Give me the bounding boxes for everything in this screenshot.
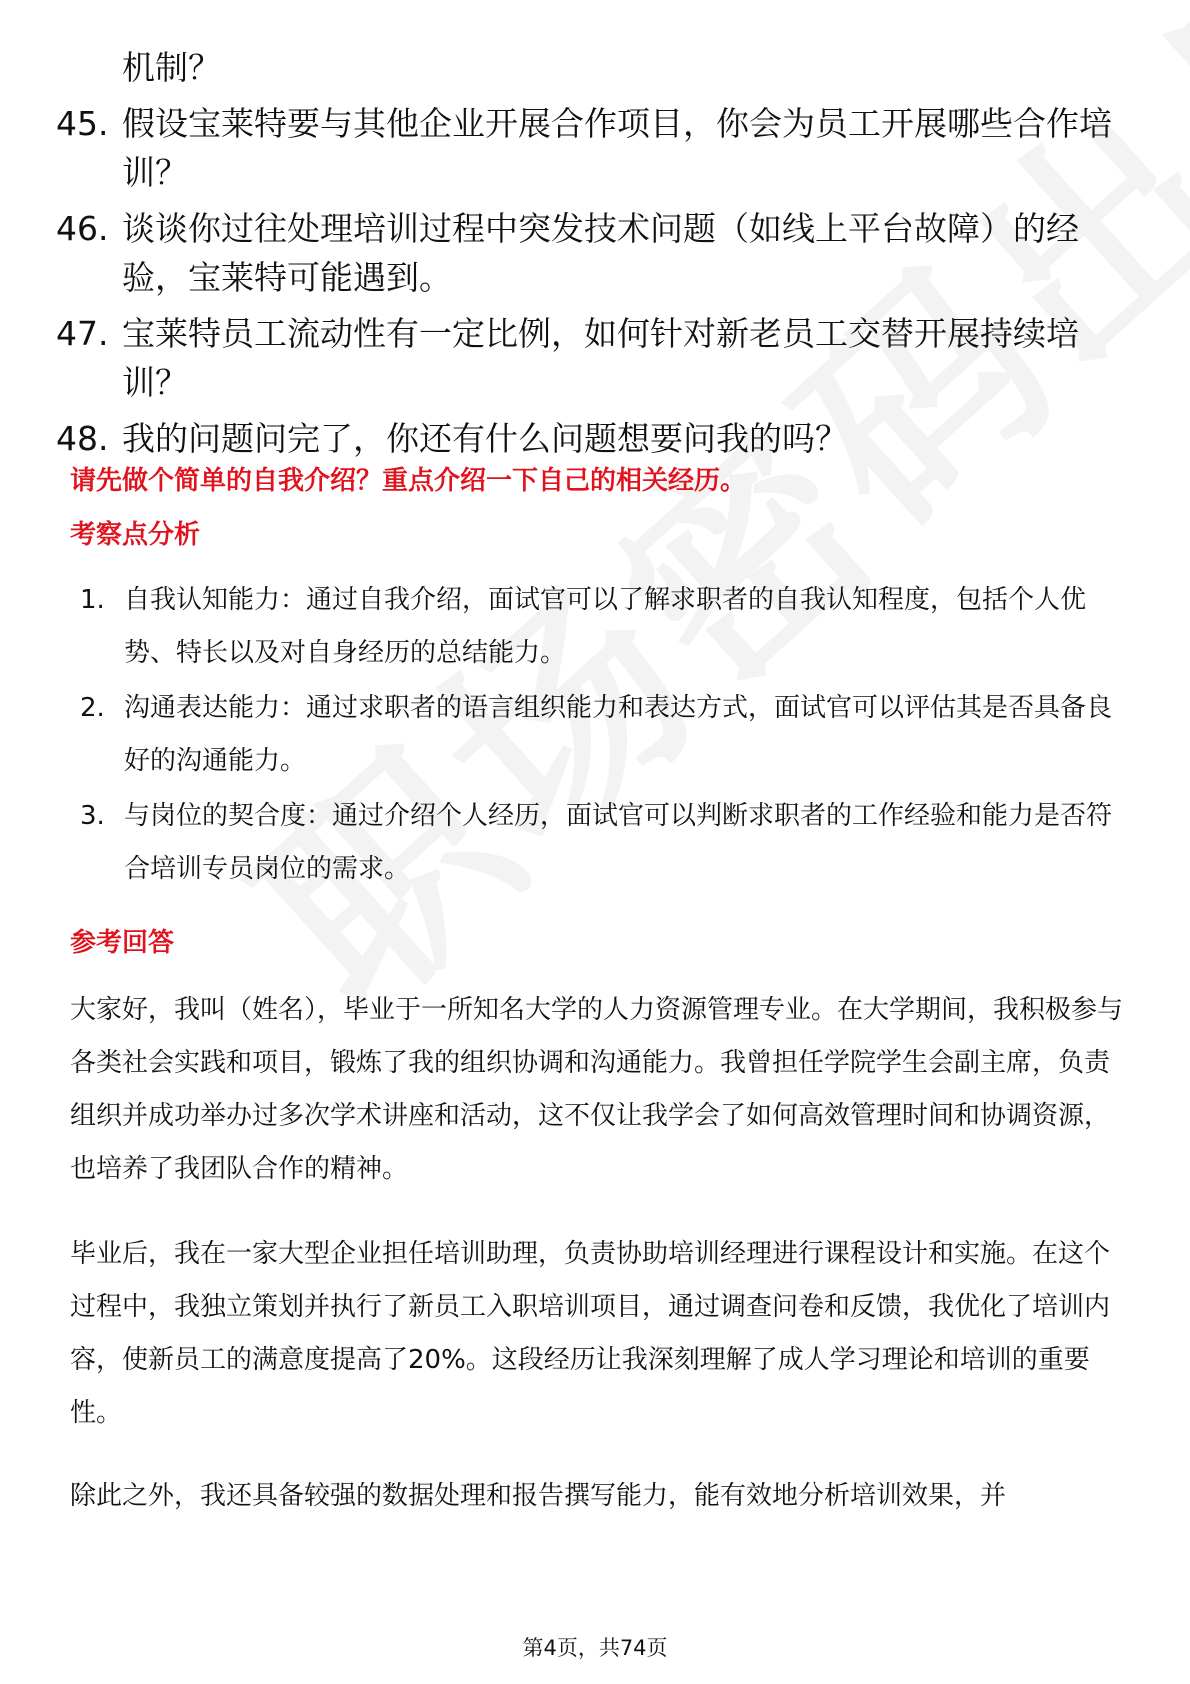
analysis-text: 自我认知能力：通过自我介绍，面试官可以了解求职者的自我认知程度，包括个人优势、特长以及对自身经历的总结能力。 — [124, 585, 1087, 668]
analysis-number: 3. — [80, 801, 105, 831]
analysis-title: 考察点分析 — [70, 520, 201, 550]
question-number: 45. — [56, 104, 109, 143]
question-item-45 — [56, 99, 1136, 197]
analysis-text: 与岗位的契合度：通过介绍个人经历，面试官可以判断求职者的工作经验和能力是否符合培训专员岗位的需求。 — [124, 801, 1113, 884]
question-number: 47. — [56, 314, 109, 353]
analysis-number: 1. — [80, 585, 105, 615]
question-text: 谈谈你过往处理培训过程中突发技术问题（如线上平台故障）的经验，宝莱特可能遇到。 — [122, 209, 1079, 297]
page-footer: 第4页，共74页 — [522, 1636, 668, 1660]
question-list — [56, 0, 1136, 470]
question-item-48 — [56, 414, 1136, 463]
analysis-text: 沟通表达能力：通过求职者的语言组织能力和表达方式，面试官可以评估其是否具备良好的沟通能力。 — [124, 693, 1113, 776]
answer-paragraph: 大家好，我叫（姓名），毕业于一所知名大学的人力资源管理专业。在大学期间，我积极参与各类社会实践和项目，锻炼了我的组织协调和沟通能力。我曾担任学院学生会副主席，负责组织并成功举办过多次学术讲座和活动，这不仅让我学会了如何高效管理时间和协调资源，也培养了我团队合作的精神。 — [70, 995, 1124, 1184]
question-item-47 — [56, 309, 1136, 407]
question-text: 宝莱特员工流动性有一定比例，如何针对新老员工交替开展持续培训？ — [122, 314, 1079, 402]
answer-paragraph: 毕业后，我在一家大型企业担任培训助理，负责协助培训经理进行课程设计和实施。在这个过程中，我独立策划并执行了新员工入职培训项目，通过调查问卷和反馈，我优化了培训内容，使新员工的满意度提高了20%。这段经历让我深刻理解了成人学习理论和培训的重要性。 — [70, 1239, 1111, 1428]
question-text: 我的问题问完了，你还有什么问题想要问我的吗？ — [122, 419, 848, 458]
question-item-46 — [56, 204, 1136, 302]
question-number: 46. — [56, 209, 109, 248]
question-title: 请先做个简单的自我介绍？重点介绍一下自己的相关经历。 — [70, 466, 747, 496]
analysis-item — [80, 574, 1120, 680]
question-text: 假设宝莱特要与其他企业开展合作项目，你会为员工开展哪些合作培训？ — [122, 104, 1112, 192]
analysis-number: 2. — [80, 693, 105, 723]
answer-paragraph: 除此之外，我还具备较强的数据处理和报告撰写能力，能有效地分析培训效果，并 — [70, 1481, 1007, 1511]
question-number: 48. — [56, 419, 109, 458]
analysis-item — [80, 682, 1120, 788]
analysis-list — [80, 574, 1120, 898]
question-item-continued — [56, 43, 1136, 92]
question-text: 机制？ — [122, 48, 221, 87]
analysis-item — [80, 790, 1120, 896]
answer-title: 参考回答 — [70, 928, 175, 958]
